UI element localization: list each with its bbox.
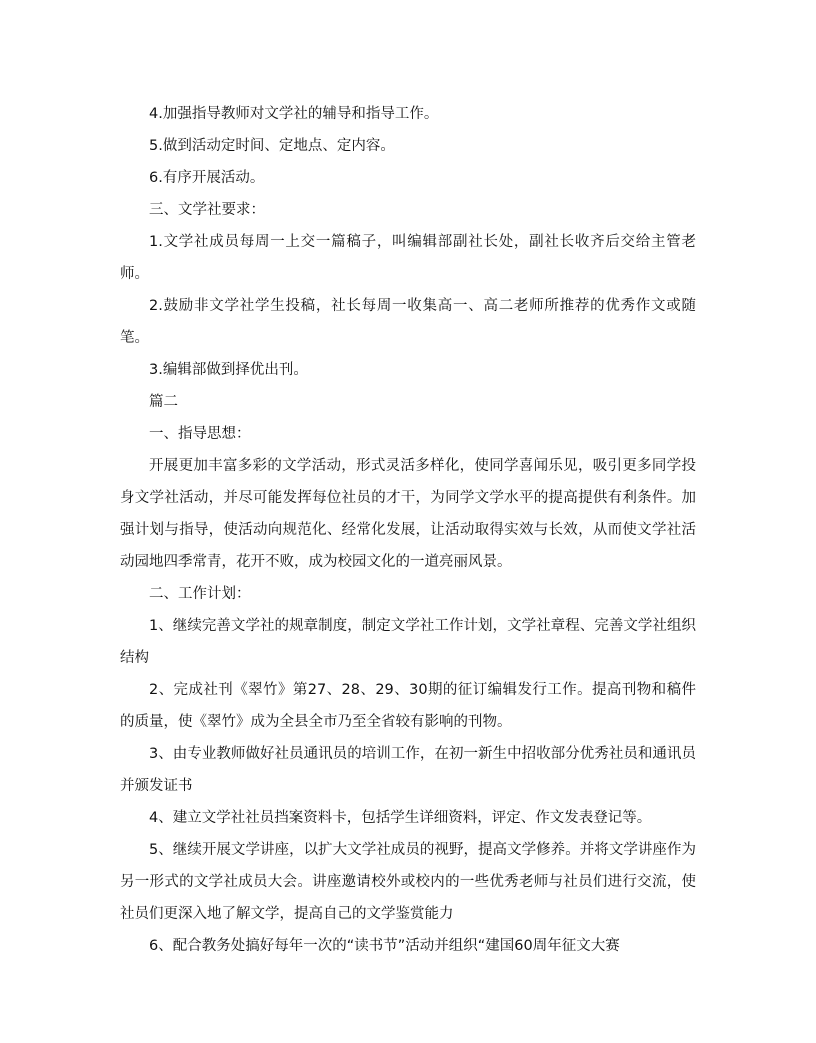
section-heading-work-plan: 二、工作计划：	[149, 586, 251, 602]
plan-item-6: 6、配合教务处搞好每年一次的“读书节”活动并组织“建国60周年征文大赛	[149, 938, 620, 954]
plan-item-5: 5、继续开展文学讲座，以扩大文学社成员的视野，提高文学修养。并将文学讲座作为另一形式的文学社成员大会。讲座邀请校外或校内的一些优秀老师与社员们进行交流，使社员们更深入地了解文学，提高自己的文学鉴赏能力	[120, 842, 696, 922]
requirement-item-3: 3.编辑部做到择优出刊。	[149, 362, 308, 378]
paragraph-item-5: 5.做到活动定时间、定地点、定内容。	[149, 138, 395, 154]
requirement-item-1: 1.文学社成员每周一上交一篇稿子，叫编辑部副社长处，副社长收齐后交给主管老师。	[120, 234, 696, 282]
document-body	[120, 98, 696, 962]
guiding-thought-text: 开展更加丰富多彩的文学活动，形式灵活多样化，使同学喜闻乐见，吸引更多同学投身文学社活动，并尽可能发挥每位社员的才干，为同学文学水平的提高提供有利条件。加强计划与指导，使活动向规范化、经常化发展，让活动取得实效与长效，从而使文学社活动园地四季常青，花开不败，成为校园文化的一道亮丽风景。	[120, 458, 696, 570]
paragraph-item-6: 6.有序开展活动。	[149, 170, 265, 186]
section-heading-guiding-thought: 一、指导思想：	[149, 426, 251, 442]
paragraph-item-4: 4.加强指导教师对文学社的辅导和指导工作。	[149, 106, 439, 122]
requirement-item-2: 2.鼓励非文学社学生投稿，社长每周一收集高一、高二老师所推荐的优秀作文或随笔。	[120, 298, 696, 346]
plan-item-4: 4、建立文学社社员挡案资料卡，包括学生详细资料，评定、作文发表登记等。	[149, 810, 652, 826]
part-heading: 篇二	[149, 394, 178, 410]
plan-item-2: 2、完成社刊《翠竹》第27、28、29、30期的征订编辑发行工作。提高刊物和稿件的质量，使《翠竹》成为全县全市乃至全省较有影响的刊物。	[120, 682, 696, 730]
plan-item-1: 1、继续完善文学社的规章制度，制定文学社工作计划，文学社章程、完善文学社组织结构	[120, 618, 696, 666]
plan-item-3: 3、由专业教师做好社员通讯员的培训工作，在初一新生中招收部分优秀社员和通讯员并颁发证书	[120, 746, 696, 794]
section-heading-requirements: 三、文学社要求：	[149, 202, 265, 218]
